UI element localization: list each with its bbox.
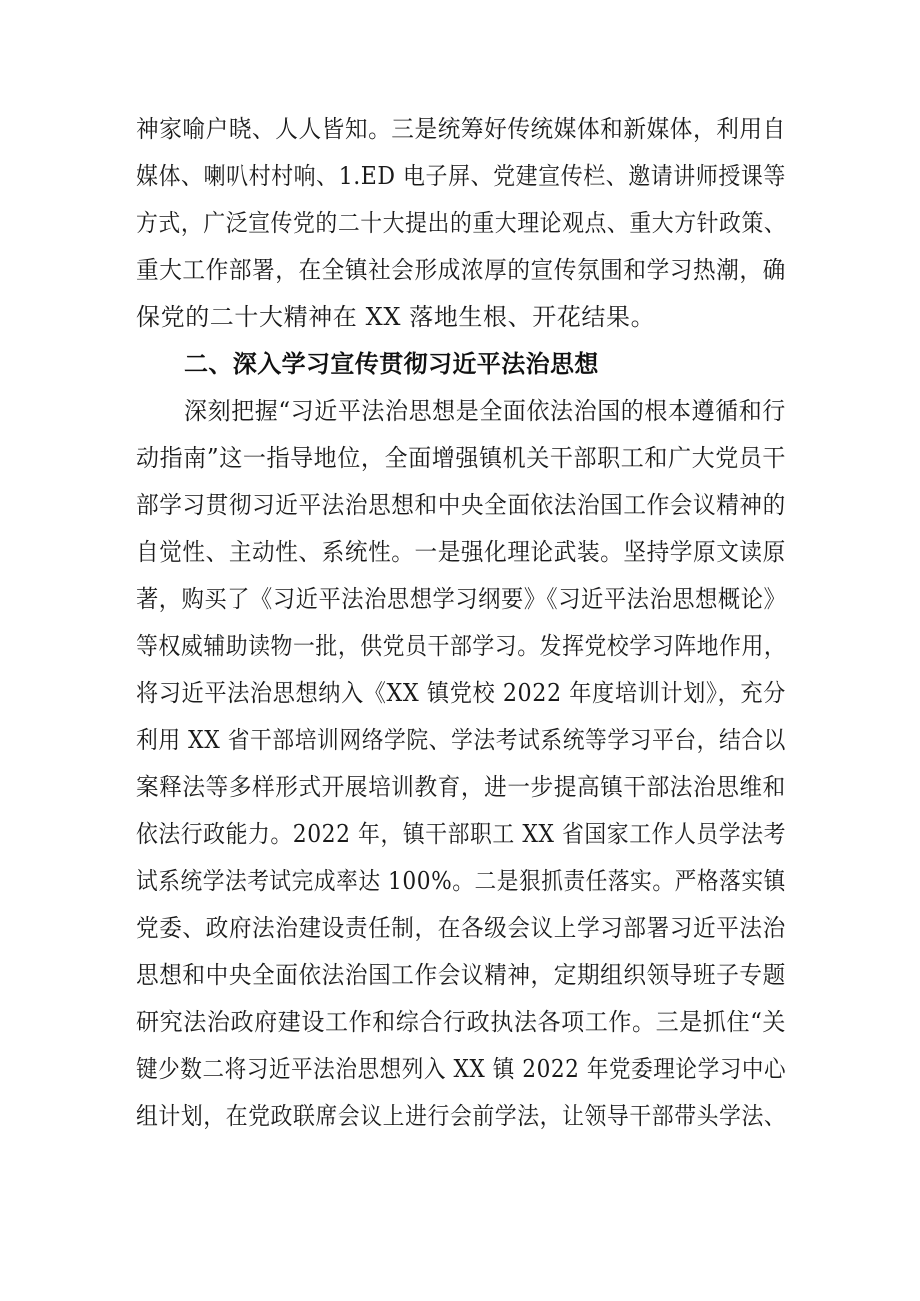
paragraph-line: 试系统学法考试完成率达 100%。二是狠抓责任落实。严格落实镇 bbox=[136, 867, 786, 895]
paragraph-line: 重大工作部署，在全镇社会形成浓厚的宣传氛围和学习热潮，确 bbox=[136, 256, 786, 284]
paragraph-line: 方式，广泛宣传党的二十大提出的重大理论观点、重大方针政策、 bbox=[136, 209, 787, 237]
paragraph-line: 保党的二十大精神在 XX 落地生根、开花结果。 bbox=[136, 303, 656, 331]
paragraph-line: 键少数二将习近平法治思想列入 XX 镇 2022 年党委理论学习中心 bbox=[136, 1055, 787, 1083]
paragraph-line: 利用 XX 省干部培训网络学院、学法考试系统等学习平台，结合以 bbox=[136, 726, 787, 754]
paragraph-line: 等权威辅助读物一批，供党员干部学习。发挥党校学习阵地作用， bbox=[136, 632, 787, 660]
paragraph-line: 自觉性、主动性、系统性。一是强化理论武装。坚持学原文读原 bbox=[136, 538, 786, 566]
paragraph-line: 组计划，在党政联席会议上进行会前学法，让领导干部带头学法、 bbox=[136, 1102, 787, 1130]
paragraph-line: 思想和中央全面依法治国工作会议精神，定期组织领导班子专题 bbox=[136, 961, 786, 989]
paragraph-line: 媒体、喇叭村村响、1.ED 电子屏、党建宣传栏、邀请讲师授课等 bbox=[136, 162, 786, 190]
paragraph-line: 著，购买了《习近平法治思想学习纲要》《习近平法治思想概论》 bbox=[136, 585, 787, 613]
paragraph-line: 深刻把握“习近平法治思想是全面依法治国的根本遵循和行 bbox=[184, 397, 786, 425]
paragraph-line: 党委、政府法治建设责任制，在各级会议上学习部署习近平法治 bbox=[136, 914, 786, 942]
paragraph-line: 案释法等多样形式开展培训教育，进一步提高镇干部法治思维和 bbox=[136, 773, 786, 801]
paragraph-line: 研究法治政府建设工作和综合行政执法各项工作。三是抓住“关 bbox=[136, 1008, 787, 1036]
section-heading: 二、深入学习宣传贯彻习近平法治思想 bbox=[184, 350, 599, 378]
paragraph-line: 动指南”这一指导地位，全面增强镇机关干部职工和广大党员干 bbox=[136, 444, 787, 472]
paragraph-line: 将习近平法治思想纳入《XX 镇党校 2022 年度培训计划》，充分 bbox=[136, 679, 786, 707]
paragraph-line: 依法行政能力。2022 年，镇干部职工 XX 省国家工作人员学法考 bbox=[136, 820, 786, 848]
paragraph-line: 神家喻户晓、人人皆知。三是统筹好传统媒体和新媒体，利用自 bbox=[136, 115, 786, 143]
paragraph-line: 部学习贯彻习近平法治思想和中央全面依法治国工作会议精神的 bbox=[136, 491, 786, 519]
